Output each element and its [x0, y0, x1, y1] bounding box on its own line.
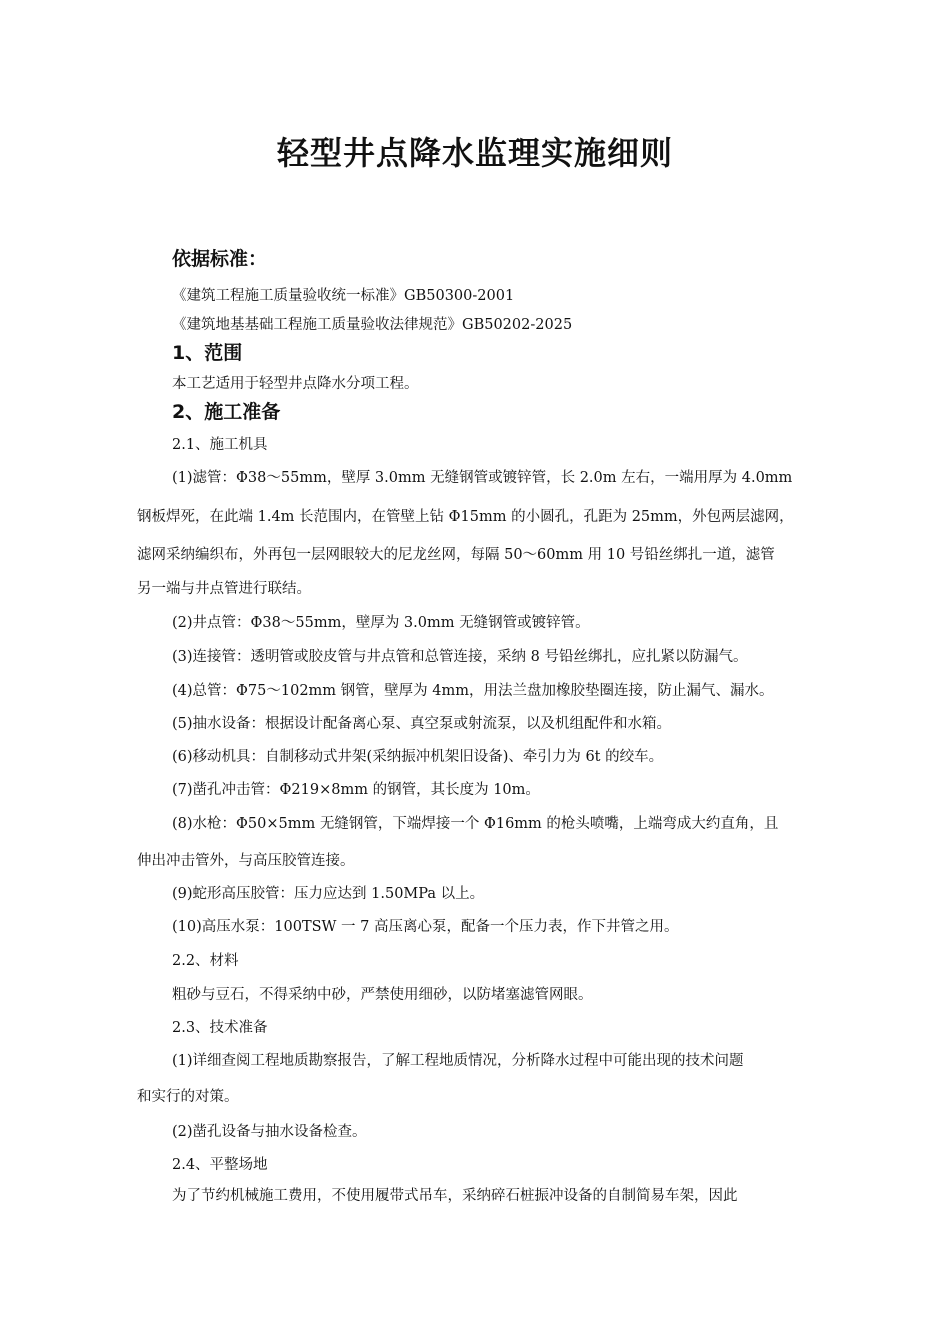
item-4: (4)总管：Φ75～102mm 钢管，壁厚为 4mm，用法兰盘加橡胶垫圈连接，防止漏气、漏水。: [172, 683, 774, 699]
basis-heading: 依据标准：: [172, 248, 268, 270]
item-1-line-2: 钢板焊死，在此端 1.4m 长范围内，在管壁上钻 Φ15mm 的小圆孔，孔距为 25mm，外包两层滤网，: [137, 509, 794, 525]
item-7: (7)凿孔冲击管：Φ219×8mm 的钢管，其长度为 10m。: [172, 782, 540, 798]
subsection-2-3: 2.3、技术准备: [172, 1020, 268, 1036]
item-1-line-3: 滤网采纳编织布，外再包一层网眼较大的尼龙丝网，每隔 50～60mm 用 10 号铅丝绑扎一道，滤管: [137, 547, 775, 563]
item-1-line-1: (1)滤管：Φ38～55mm，壁厚 3.0mm 无缝钢管或镀锌管，长 2.0m 左右，一端用厚为 4.0mm: [172, 470, 793, 486]
item-6: (6)移动机具：自制移动式井架(采纳振冲机架旧设备)、牵引力为 6t 的绞车。: [172, 749, 664, 765]
item-8-line-1: (8)水枪：Φ50×5mm 无缝钢管，下端焊接一个 Φ16mm 的枪头喷嘴，上端弯成大约直角，且: [172, 816, 779, 832]
subsection-2-1: 2.1、施工机具: [172, 437, 268, 453]
section-1-heading: 1、范围: [172, 342, 243, 364]
section-2-heading: 2、施工准备: [172, 401, 281, 423]
standard-2: 《建筑地基基础工程施工质量验收法律规范》GB50202-2025: [172, 317, 573, 333]
item-1-line-4: 另一端与井点管进行联结。: [137, 581, 311, 597]
item-2: (2)井点管：Φ38～55mm，壁厚为 3.0mm 无缝钢管或镀锌管。: [172, 615, 590, 631]
item-5: (5)抽水设备：根据设计配备离心泵、真空泵或射流泵，以及机组配件和水箱。: [172, 716, 672, 732]
subsection-2-2-text: 粗砂与豆石，不得采纳中砂，严禁使用细砂，以防堵塞滤管网眼。: [172, 987, 593, 1003]
section-1-text: 本工艺适用于轻型井点降水分项工程。: [172, 376, 419, 392]
subsection-2-2: 2.2、材料: [172, 953, 239, 969]
item-8-line-2: 伸出冲击管外，与高压胶管连接。: [137, 853, 355, 869]
subsection-2-3-item-1-line-2: 和实行的对策。: [137, 1089, 239, 1105]
subsection-2-3-item-1-line-1: (1)详细查阅工程地质勘察报告，了解工程地质情况，分析降水过程中可能出现的技术问题: [172, 1053, 744, 1069]
subsection-2-4: 2.4、平整场地: [172, 1157, 268, 1173]
standard-1: 《建筑工程施工质量验收统一标准》GB50300-2001: [172, 288, 515, 304]
item-9: (9)蛇形高压胶管：压力应达到 1.50MPa 以上。: [172, 886, 485, 902]
item-3: (3)连接管：透明管或胶皮管与井点管和总管连接，采纳 8 号铅丝绑扎，应扎紧以防漏气。: [172, 649, 748, 665]
document-title: 轻型井点降水监理实施细则: [276, 134, 673, 172]
item-10: (10)高压水泵：100TSW 一 7 高压离心泵，配备一个压力表，作下井管之用。: [172, 919, 679, 935]
subsection-2-3-item-2: (2)凿孔设备与抽水设备检查。: [172, 1124, 367, 1140]
subsection-2-4-text: 为了节约机械施工费用，不使用履带式吊车，采纳碎石桩振冲设备的自制简易车架，因此: [172, 1188, 738, 1204]
